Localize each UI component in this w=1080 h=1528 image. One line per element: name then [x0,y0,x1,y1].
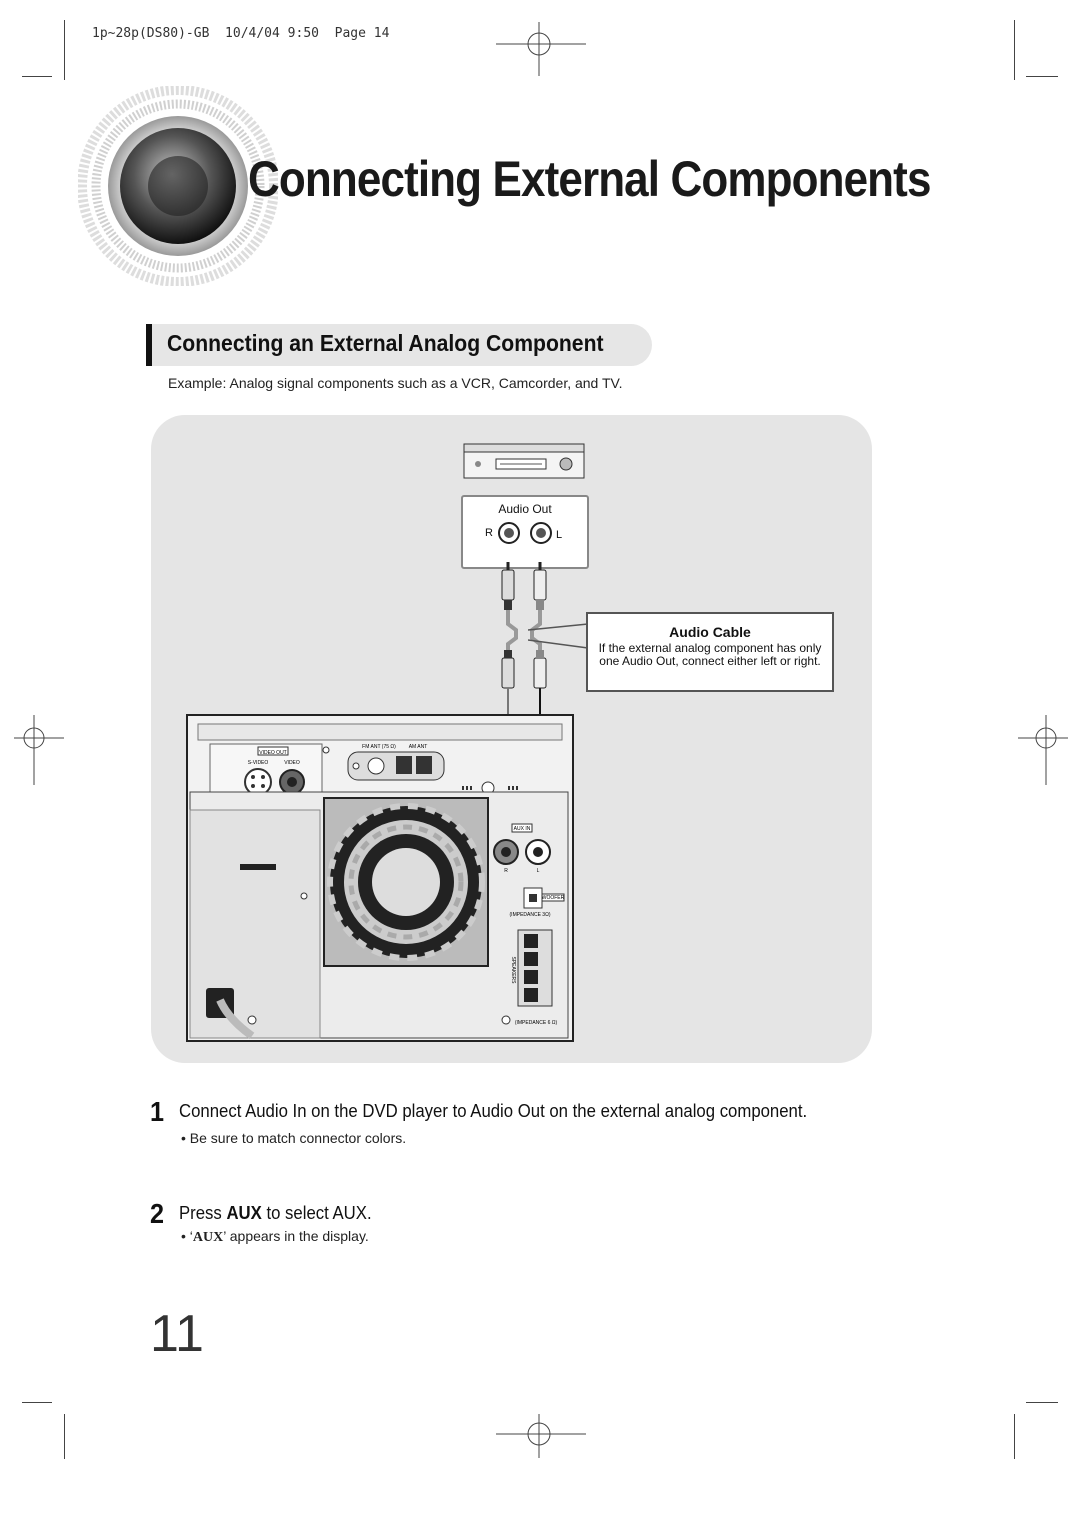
s-video-text: S-VIDEO [247,760,269,766]
step-1-bullet-text: Be sure to match connector colors. [189,1130,407,1146]
step-2-suffix: to select AUX. [261,1203,372,1223]
speakers-text: SPEAKERS [510,956,516,984]
example-text: Example: Analog signal components such as a VCR, Camcorder, and TV. [168,375,623,391]
aux-in-text: AUX IN [513,826,531,832]
step-1-text: Connect Audio In on the DVD player to Audio Out on the external analog component. [179,1101,808,1121]
fm-ant-text: FM ANT (75 Ω) [362,744,396,750]
impedance-3-text: (IMPEDANCE 3Ω) [509,912,551,918]
step-2-bullet-open: ‘ [189,1228,193,1244]
step-1-number: 1 [150,1096,165,1127]
step-2-bullet-rest: ’ appears in the display. [223,1228,369,1244]
audio-out-label: Audio Out [498,502,552,516]
step-2-bold: AUX [226,1203,262,1223]
page-number: 11 [150,1305,204,1363]
bullet-dot: • [181,1228,190,1244]
am-ant-text: AM ANT [408,744,428,750]
vcr-icon [462,442,586,482]
registration-mark-left [14,715,64,785]
page-title: Connecting External Components [248,151,931,207]
crop-mark [22,76,52,77]
crop-mark [1014,1414,1015,1459]
audio-out-l-label: L [556,529,563,541]
crop-mark [1026,1402,1058,1403]
step-2-bullet [181,1228,369,1246]
callout-title: Audio Cable [669,624,751,640]
aux-l-text: L [536,868,540,874]
step-2-prefix: Press [179,1203,227,1223]
crop-mark [64,1414,65,1459]
audio-out-jacks-icon [495,521,555,545]
woofer-text: WOOFER [541,895,565,901]
video-text: VIDEO [284,760,300,766]
step-1-bullet [181,1130,406,1146]
crop-mark [1014,20,1015,80]
aux-r-text: R [504,868,508,874]
audio-cable-callout [586,612,834,692]
registration-mark-right [1018,715,1068,785]
section-header-bar [146,324,152,366]
bullet-dot: • [181,1130,190,1146]
registration-mark-top [496,18,586,78]
crop-mark [22,1402,52,1403]
callout-text: If the external analog component has only one Audio Out, connect either left or right. [598,641,822,668]
section-title: Connecting an External Analog Component [167,330,604,356]
audio-out-r-label: R [485,527,493,539]
impedance-6-text: (IMPEDANCE 6 Ω) [514,1020,558,1026]
crop-mark [64,20,65,80]
crop-mark [1026,76,1058,77]
step-2-bullet-bold: AUX [192,1230,224,1245]
callout-pointer [528,622,590,652]
step-2-number: 2 [150,1198,165,1229]
registration-mark-bottom [496,1410,586,1460]
step-2-text [179,1203,372,1224]
dvd-rear-panel-icon [186,714,574,1044]
video-out-text: VIDEO OUT [259,750,287,756]
print-header: 1p~28p(DS80)-GB 10/4/04 9:50 Page 14 [92,26,390,41]
